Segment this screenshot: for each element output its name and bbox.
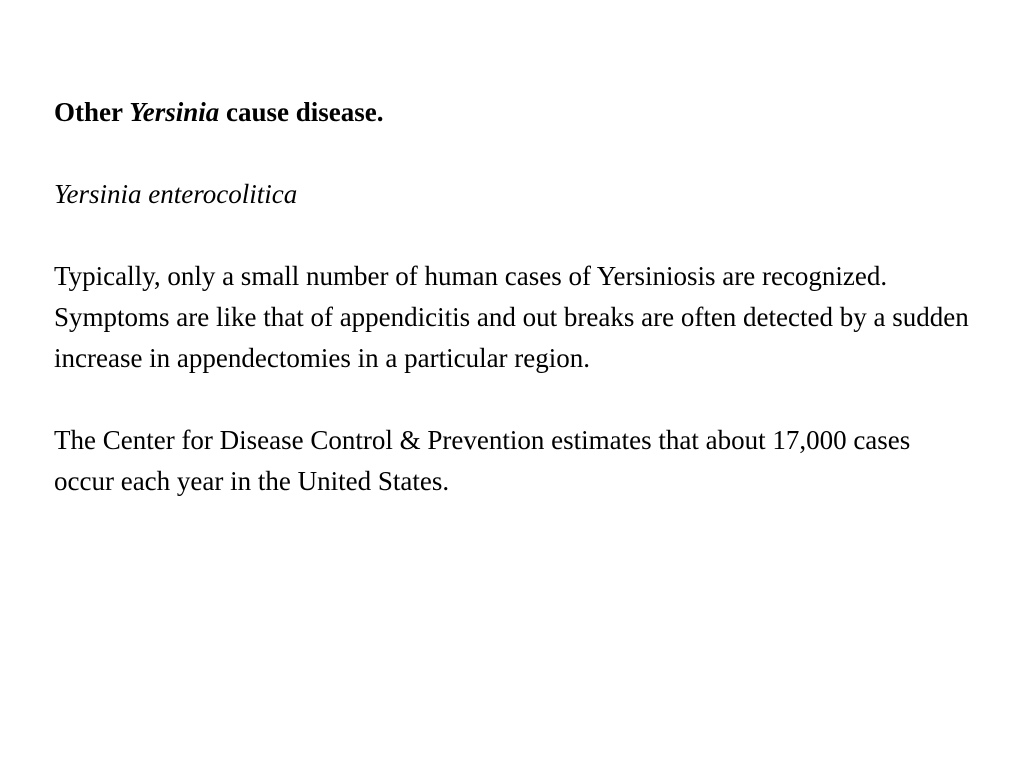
heading-genus: Yersinia	[129, 97, 220, 127]
paragraph-symptoms: Typically, only a small number of human cases of Yersiniosis are recognized. Symptoms are like that of appendicitis and out breaks are often detected by a sudden increase in appendectomies in a particular region.	[54, 261, 969, 373]
slide-heading	[54, 92, 974, 133]
heading-suffix: cause disease.	[219, 97, 384, 127]
paragraph-cdc-estimate: The Center for Disease Control & Prevention estimates that about 17,000 cases occur each year in the United States.	[54, 425, 911, 496]
slide-content	[54, 92, 974, 502]
species-name: Yersinia enterocolitica	[54, 179, 298, 209]
heading-prefix: Other	[54, 97, 130, 127]
